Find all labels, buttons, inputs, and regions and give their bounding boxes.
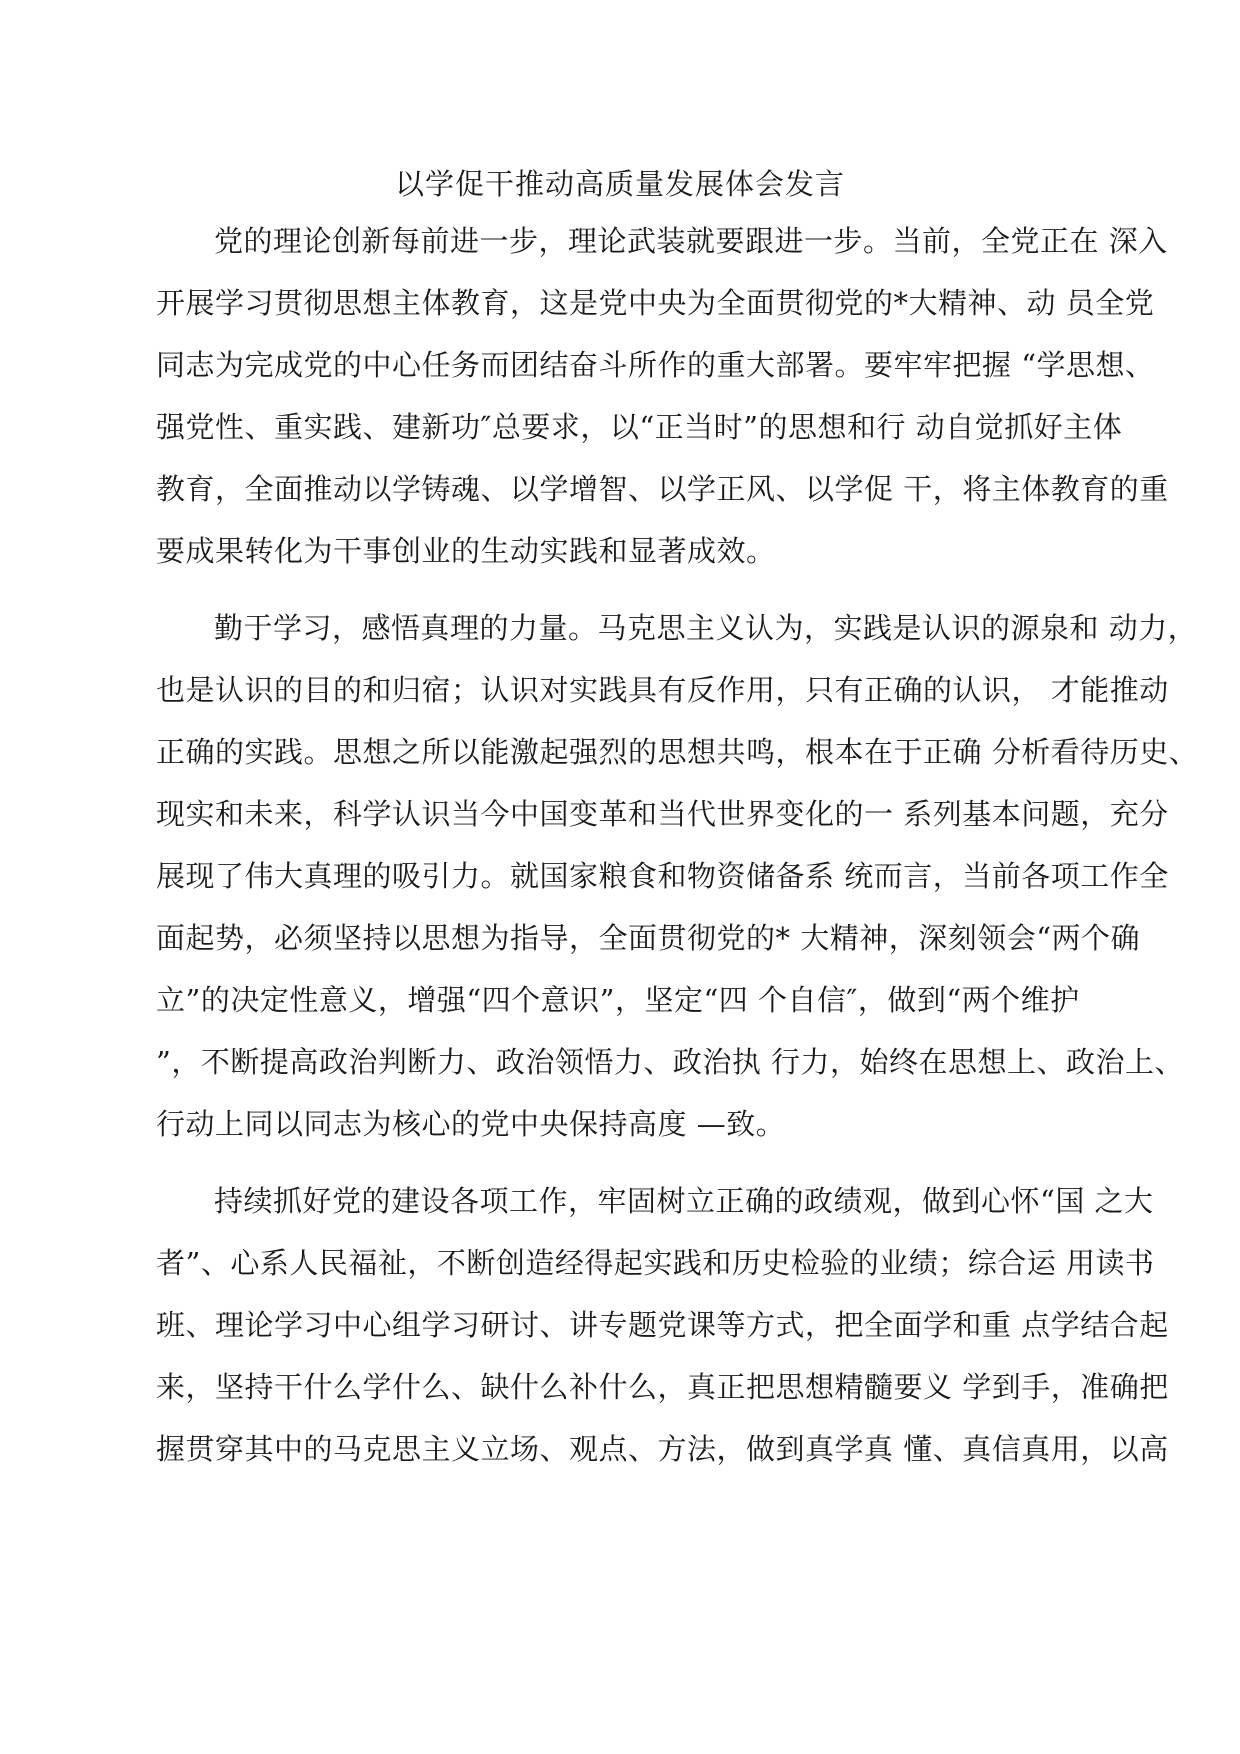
paragraph-gap [156, 1155, 1156, 1170]
paragraph-1-line-3: 同志为完成党的中心任务而团结奋斗所作的重大部署。要牢牢把握 “学思想、 [156, 348, 1155, 382]
document-body [156, 210, 1199, 1480]
paragraph-2-line-9: 行动上同以同志为核心的党中央保持高度 —致。 [156, 1107, 786, 1141]
paragraph-1-line-1: 党的理论创新每前进一步，理论武装就要跟进一步。当前，全党正在 深入 [214, 224, 1168, 258]
paragraph-2-line-3: 正确的实践。思想之所以能激起强烈的思想共鸣，根本在于正确 分析看待历史、 [156, 735, 1199, 769]
paragraph-3-line-4: 来，坚持干什么学什么、缺什么补什么，真正把思想精髓要义 学到手，准确把 [156, 1370, 1169, 1404]
paragraph-3-line-2: 者”、心系人民福祉，不断创造经得起实践和历史检验的业绩；综合运 用读书 [156, 1246, 1155, 1280]
paragraph-2-line-7: 立”的决定性意义，增强“四个意识”，坚定“四 个自信″，做到“两个维护 [156, 983, 1080, 1017]
document-title: 以学促干推动高质量发展体会发言 [394, 167, 845, 201]
paragraph-gap [156, 582, 1156, 597]
paragraph-2-line-1: 勤于学习，感悟真理的力量。马克思主义认为，实践是认识的源泉和 动力， [214, 611, 1198, 645]
paragraph-3-line-5: 握贯穿其中的马克思主义立场、观点、方法，做到真学真 懂、真信真用，以高 [156, 1432, 1169, 1466]
paragraph-3-line-3: 班、理论学习中心组学习研讨、讲专题党课等方式，把全面学和重 点学结合起 [156, 1308, 1169, 1342]
paragraph-2-line-2: 也是认识的目的和归宿；认识对实践具有反作用，只有正确的认识， 才能推动 [156, 673, 1169, 707]
paragraph-1-line-5: 教育，全面推动以学铸魂、以学增智、以学正风、以学促 干，将主体教育的重 [156, 472, 1169, 506]
paragraph-2-line-8: ”，不断提高政治判断力、政治领悟力、政治执 行力，始终在思想上、政治上、 [156, 1045, 1185, 1079]
paragraph-1-line-2: 开展学习贯彻思想主体教育，这是党中央为全面贯彻党的*大精神、动 员全党 [156, 286, 1155, 320]
paragraph-2-line-5: 展现了伟大真理的吸引力。就国家粮食和物资储备系 统而言，当前各项工作全 [156, 859, 1169, 893]
paragraph-1-line-4: 强党性、重实践、建新功″总要求，以“正当时”的思想和行 动自觉抓好主体 [156, 410, 1123, 444]
paragraph-2-line-4: 现实和未来，科学认识当今中国变革和当代世界变化的一 系列基本问题，充分 [156, 797, 1169, 831]
paragraph-2-line-6: 面起势，必须坚持以思想为指导，全面贯彻党的* 大精神，深刻领会“两个确 [156, 921, 1141, 955]
paragraph-3-line-1: 持续抓好党的建设各项工作，牢固树立正确的政绩观，做到心怀“国 之大 [214, 1184, 1154, 1218]
paragraph-1-line-6: 要成果转化为干事创业的生动实践和显著成效。 [156, 534, 776, 568]
